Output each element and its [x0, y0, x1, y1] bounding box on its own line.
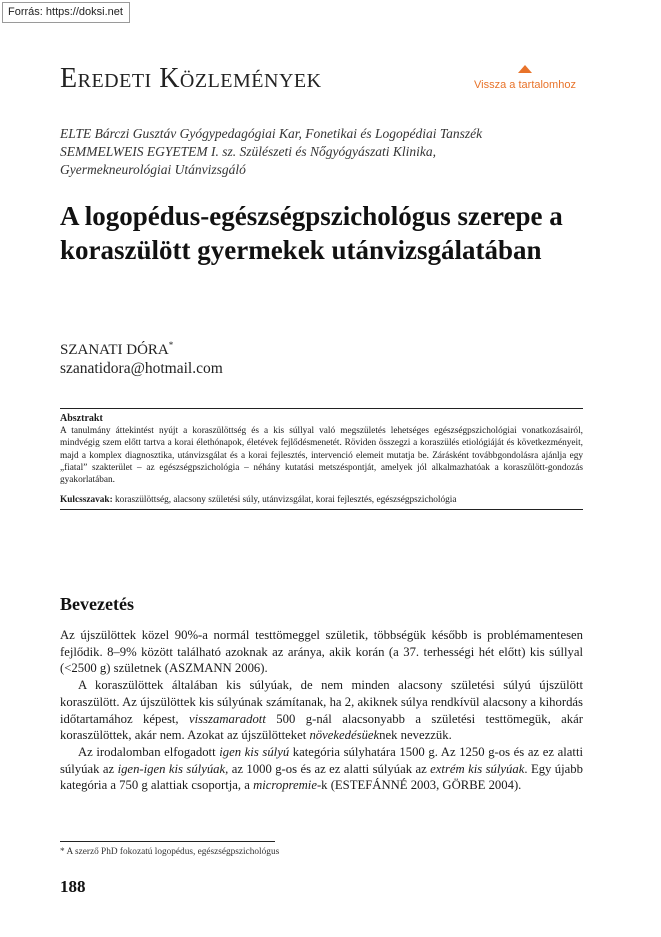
author-footnote-marker: * [168, 340, 174, 350]
back-link-label: Vissza a tartalomhoz [474, 79, 576, 91]
author-name [60, 340, 173, 359]
page-number: 188 [60, 877, 86, 896]
italic-term: micropremie [253, 778, 317, 793]
affiliation-line: Gyermekneurológiai Utánvizsgáló [60, 162, 246, 177]
keywords-label: Kulcsszavak: [60, 495, 113, 506]
paragraph [60, 744, 583, 794]
author-email: szanatidora@hotmail.com [60, 360, 223, 377]
text-run: 500 g-nál alacsonyabb a születési testtömegük, akár koraszülöttek, akár nem. Azokat az újszülötteket [60, 711, 583, 743]
footnote: * A szerző PhD fokozatú logopédus, egészségpszichológus [60, 847, 280, 857]
italic-term: igen-igen kis súlyúak [117, 761, 226, 776]
italic-term: igen kis súlyú [219, 744, 290, 759]
abstract-text: A tanulmány áttekintést nyújt a koraszülöttség és a kis súllyal való megszületés lehetséges egészségpszichológiai vonatkozásairól, mindvégig szem előtt tartva a korai élethónapok, életévek fejlődésmenetét. Röviden összegzi a koraszülés etiológiáját és következményeit, majd a komplex diagnosztika, utánvizsgálat és a korai fejlesztés, intervenció elemeit mutatja be. Zárásként továbbgondolásra ajánlja egy „fiatal” szakterület – az egészségpszichológia – néhány kutatási metszéspontját, amelyek jól alkalmazhatóak a koraszülött-gondozás gyakorlatában. [60, 426, 583, 486]
back-to-contents-link[interactable] [466, 65, 584, 93]
introduction-body [60, 627, 583, 794]
italic-term: növekedésüek [309, 728, 380, 743]
author-name-text: SZANATI DÓRA [60, 342, 169, 358]
keywords-line [60, 494, 583, 510]
text-run: nek nevezzük. [379, 728, 452, 743]
paragraph [60, 677, 583, 744]
paragraph: Az újszülöttek közel 90%-a normál testtömeggel születik, többségük később is problémamentesen fejlődik. 8–9% között található azoknak az aránya, akik korán (a 37. terhességi hét előtt) kis súllyal (<2500 g) születnek (ASZMANN 2006). [60, 628, 583, 676]
abstract-box [60, 408, 583, 510]
affiliation-line: ELTE Bárczi Gusztáv Gyógypedagógiai Kar, Fonetikai és Logopédiai Tanszék [60, 126, 483, 141]
text-run: -k (ESTEFÁNNÉ 2003, GÖRBE 2004). [316, 778, 522, 793]
affiliations [60, 125, 600, 179]
text-run: A koraszülöttek általában kis súlyúak, de nem minden alacsony születési súlyú újszülött koraszülött. Az újszülöttek kis súlyúnak számítanak, ha 2, akiknek súlya rendkívül alacsony a kihordás időtartamához képest, [60, 678, 583, 726]
source-label: Forrás: https://doksi.net [2, 2, 130, 23]
text-run: Az irodalomban elfogadott [78, 744, 220, 759]
introduction-heading: Bevezetés [60, 594, 134, 614]
keywords-text: koraszülöttség, alacsony születési súly, utánvizsgálat, korai fejlesztés, egészségpszichológia [115, 495, 457, 506]
text-run: . Egy újabb kategória a 750 g alattiak csoportja, a [60, 761, 583, 793]
footnote-divider [60, 841, 275, 842]
italic-term: visszamaradott [189, 711, 266, 726]
text-run: kategória súlyhatára 1500 g. Az 1250 g-os és az ez alatti súlyúak az [60, 744, 583, 776]
text-run: , az 1000 g-os és az ez alatti súlyúak az [225, 761, 431, 776]
affiliation-line: SEMMELWEIS EGYETEM I. sz. Szülészeti és Nőgyógyászati Klinika, [60, 144, 436, 159]
italic-term: extrém kis súlyúak [430, 761, 525, 776]
article-title: A logopédus-egészségpszichológus szerepe a koraszülött gyermekek utánvizsgálatában [60, 201, 563, 265]
abstract-heading: Absztrakt [60, 413, 103, 424]
section-heading: Eredeti Közlemények [60, 63, 322, 94]
triangle-up-icon [518, 65, 532, 73]
